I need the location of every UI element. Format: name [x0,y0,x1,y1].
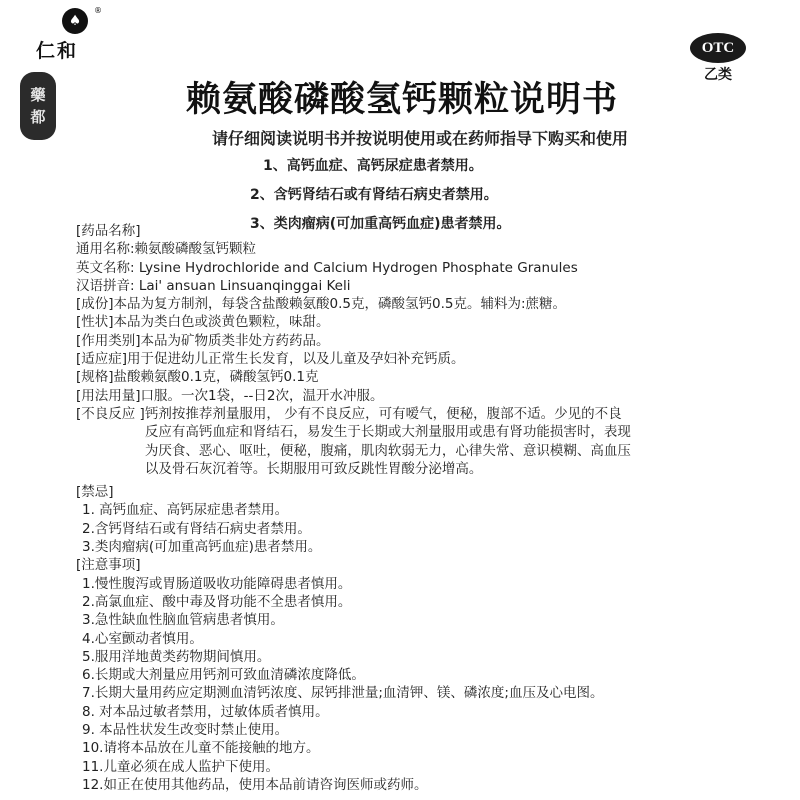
leaflet-body [76,222,776,794]
contraindication-item: 3.类肉瘤病(可加重高钙血症)患者禁用。 [82,539,322,556]
generic-name: 通用名称:赖氨酸磷酸氢钙颗粒 [76,241,257,258]
composition: [成份]本品为复方制剂，每袋含盐酸赖氨酸0.5克，磷酸氢钙0.5克。辅料为:蔗糖。 [76,296,567,313]
adverse-label: [不良反应 ] [76,405,145,422]
subtitle: 请仔细阅读说明书并按说明使用或在药师指导下购买和使用 [211,129,628,148]
precaution-item: 10.请将本品放在儿童不能接触的地方。 [82,740,320,757]
adverse-text: 钙剂按推荐剂量服用， 少有不良反应，可有嗳气，便秘，腹部不适。少见的不良反应有高钙血症和肾结石，易发生于长期或大剂量服用或患有肾功能损害时，表现为厌食、恶心、呕吐，便秘，腹痛，肌肉软弱无力，心律失常、意识模糊、高血压以及骨石灰沉着等。长期服用可致反跳性胃酸分泌增高。 [144,405,631,477]
precaution-item: 7.长期大量用药应定期测血清钙浓度、尿钙排泄量;血清钾、镁、磷浓度;血压及心电图。 [82,685,604,702]
seal-char-2: 都 [30,108,46,126]
properties: [性状]本品为类白色或淡黄色颗粒，味甜。 [76,314,330,331]
contraindication-item: 2.含钙肾结石或有肾结石病史者禁用。 [82,520,311,537]
precaution-item: 4.心室颤动者慎用。 [82,630,203,647]
precaution-item: 6.长期或大剂量应用钙剂可致血清磷浓度降低。 [82,667,365,684]
english-name: 英文名称: Lysine Hydrochloride and Calcium Hydrogen Phosphate Granules [76,259,578,276]
dosage: [用法用量]口服。一次1袋，--日2次，温开水冲服。 [76,387,384,404]
precautions-heading: [注意事项] [76,557,141,574]
precaution-item: 9. 本品性状发生改变时禁止使用。 [82,722,289,739]
warning-item: 1、高钙血症、高钙尿症患者禁用。 [263,158,483,174]
category: [作用类别]本品为矿物质类非处方药药品。 [76,332,330,349]
otc-class: 乙类 [704,67,732,83]
precaution-item: 12.如正在使用其他药品，使用本品前请咨询医师或药师。 [82,776,428,793]
otc-badge [688,33,748,84]
precaution-item: 2.高氯血症、酸中毒及肾功能不全患者慎用。 [82,593,352,610]
specification: [规格]盐酸赖氨酸0.1克，磷酸氢钙0.1克 [76,369,319,386]
precaution-item: 5.服用洋地黄类药物期间慎用。 [82,648,271,665]
precaution-item: 1.慢性腹泻或胃肠道吸收功能障碍患者慎用。 [82,575,352,592]
warning-item: 2、含钙肾结石或有肾结石病史者禁用。 [250,187,498,203]
page-title: 赖氨酸磷酸氢钙颗粒说明书 [185,80,618,120]
otc-label: OTC [690,33,746,63]
pinyin-name: 汉语拼音: Lai' ansuan Linsuanqinggai Keli [76,277,351,294]
yaodu-seal [20,72,56,140]
warning-item: 3、类肉瘤病(可加重高钙血症)患者禁用。 [250,216,511,232]
indications: [适应症]用于促进幼儿正常生长发育，以及儿童及孕妇补充钙质。 [76,351,465,368]
brand-logo [36,8,116,63]
contraindication-item: 1. 高钙血症、高钙尿症患者禁用。 [82,502,289,519]
registered-mark: ® [94,6,102,15]
adverse-reactions [76,405,776,478]
precaution-item: 3.急性缺血性脑血管病患者慎用。 [82,612,284,629]
drug-name-heading: [药品名称] [76,223,141,239]
contraindications-heading: [禁忌] [76,484,114,501]
precaution-item: 11.儿童必须在成人监护下使用。 [82,758,279,775]
brand-name: 仁和 [36,40,79,62]
seal-char-1: 藥 [30,86,46,104]
flame-person-icon: ♠ [62,8,88,34]
precaution-item: 8. 对本品过敏者禁用，过敏体质者慎用。 [82,703,329,720]
